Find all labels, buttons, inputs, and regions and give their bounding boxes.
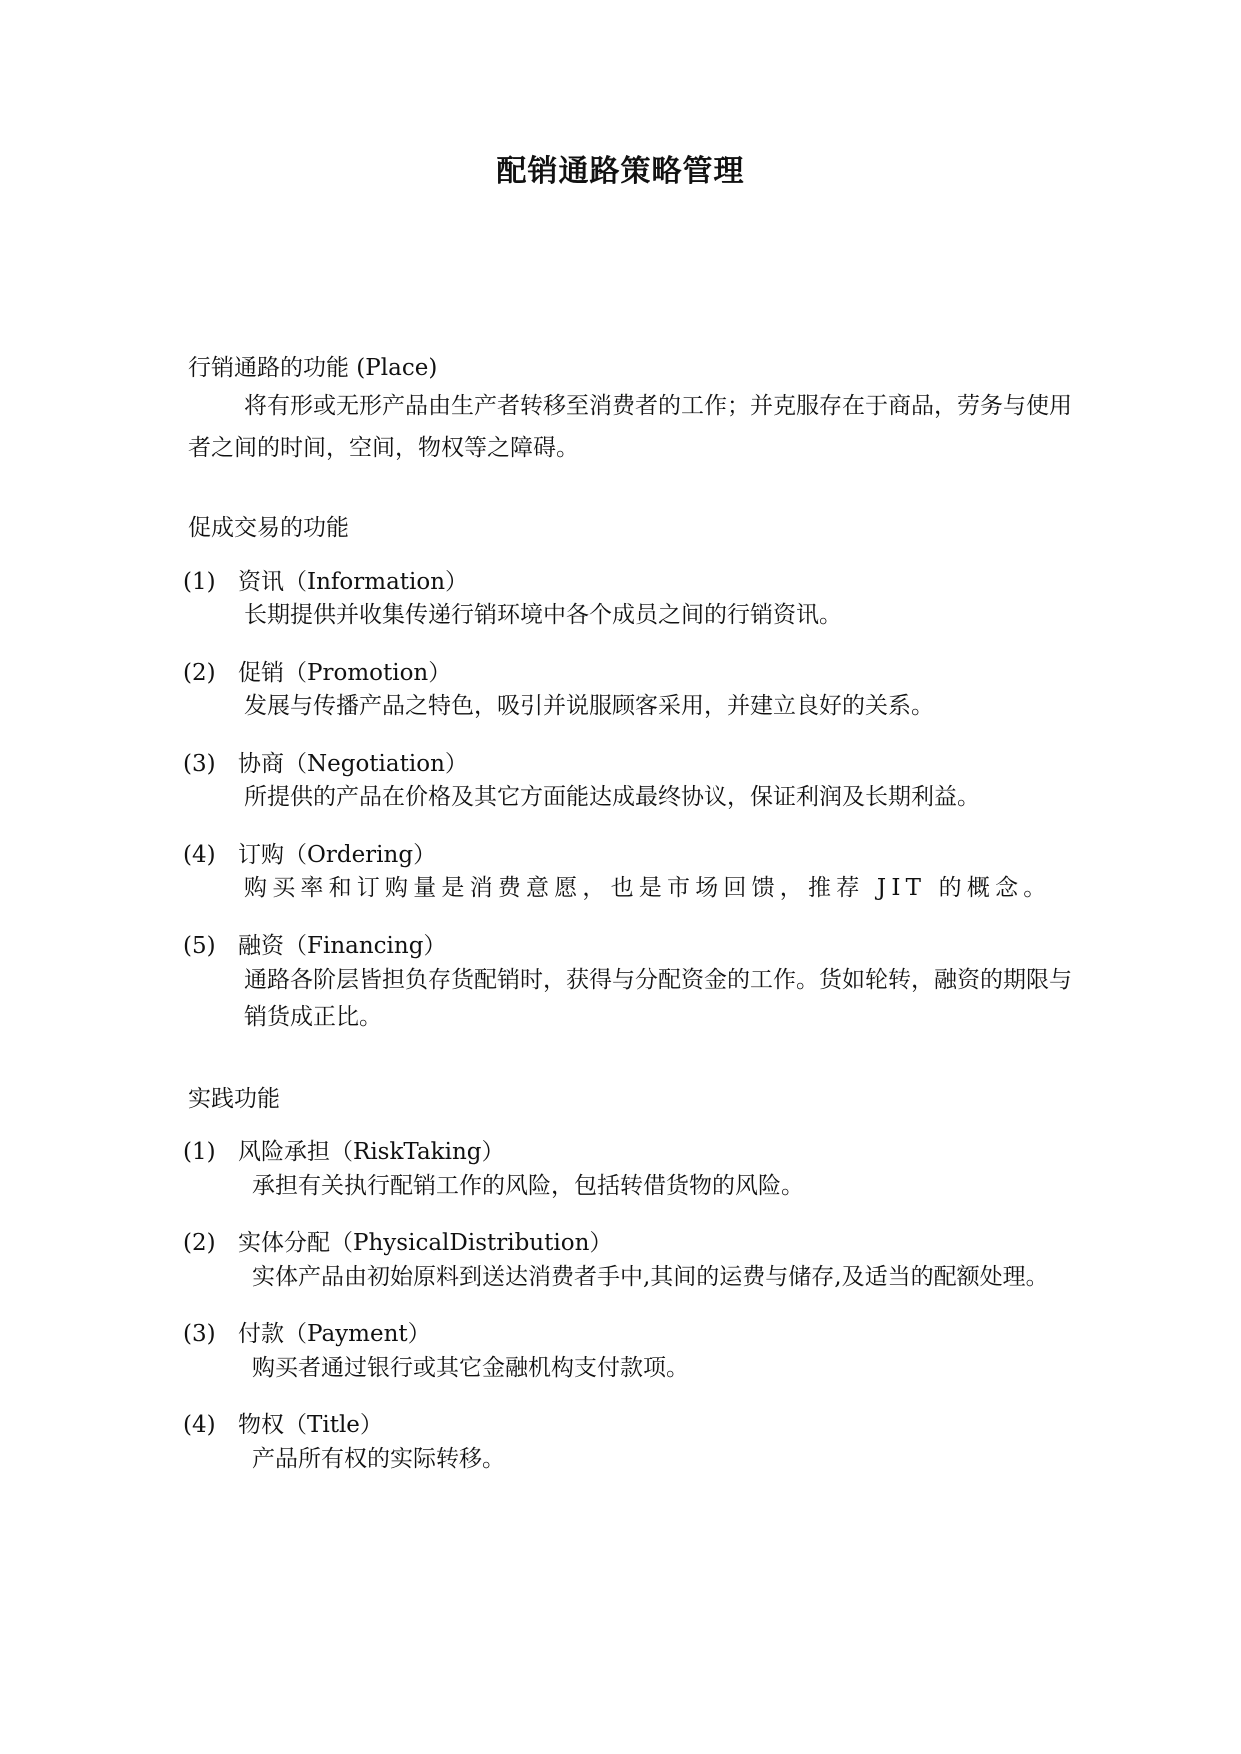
list-item-description: 所提供的产品在价格及其它方面能达成最终协议，保证利润及长期利益。 — [244, 784, 980, 810]
list-item-description: 销货成正比。 — [244, 1004, 382, 1030]
paragraph-line: 将有形或无形产品由生产者转移至消费者的工作；并克服存在于商品，劳务与使用 — [244, 393, 1072, 419]
section-heading-transaction: 促成交易的功能 — [188, 515, 349, 541]
list-item-description: 通路各阶层皆担负存货配销时，获得与分配资金的工作。货如轮转，融资的期限与 — [244, 967, 1072, 993]
list-item-number: (3) — [183, 1321, 216, 1347]
list-item-number: (4) — [183, 1412, 216, 1438]
list-item-number: (4) — [183, 842, 216, 868]
list-item-label: 资讯（Information） — [238, 569, 469, 595]
paragraph-line: 者之间的时间，空间，物权等之障碍。 — [188, 435, 579, 461]
list-item-label: 物权（Title） — [238, 1412, 383, 1438]
list-item-description: 长期提供并收集传递行销环境中各个成员之间的行销资讯。 — [244, 602, 842, 628]
list-item-label: 付款（Payment） — [238, 1321, 431, 1347]
list-item-description: 产品所有权的实际转移。 — [252, 1446, 505, 1472]
list-item-label: 协商（Negotiation） — [238, 751, 468, 777]
list-item-description: 承担有关执行配销工作的风险，包括转借货物的风险。 — [252, 1173, 804, 1199]
list-item-label: 实体分配（PhysicalDistribution） — [238, 1230, 613, 1256]
list-item-description: 购买率和订购量是消费意愿，也是市场回馈，推荐 JIT 的概念。 — [244, 875, 1052, 901]
document-title: 配销通路策略管理 — [496, 154, 745, 189]
list-item-label: 促销（Promotion） — [238, 660, 452, 686]
list-item-number: (2) — [183, 1230, 216, 1256]
list-item-description: 购买者通过银行或其它金融机构支付款项。 — [252, 1355, 689, 1381]
section-heading-place: 行销通路的功能 (Place) — [188, 355, 438, 381]
list-item-description: 实体产品由初始原料到送达消费者手中,其间的运费与储存,及适当的配额处理。 — [252, 1264, 1049, 1290]
list-item-label: 融资（Financing） — [238, 933, 447, 959]
list-item-number: (1) — [183, 569, 216, 595]
list-item-description: 发展与传播产品之特色，吸引并说服顾客采用，并建立良好的关系。 — [244, 693, 934, 719]
list-item-label: 风险承担（RiskTaking） — [238, 1139, 505, 1165]
section-heading-practice: 实践功能 — [188, 1086, 280, 1112]
list-item-number: (3) — [183, 751, 216, 777]
list-item-label: 订购（Ordering） — [238, 842, 437, 868]
list-item-number: (1) — [183, 1139, 216, 1165]
list-item-number: (5) — [183, 933, 216, 959]
list-item-number: (2) — [183, 660, 216, 686]
